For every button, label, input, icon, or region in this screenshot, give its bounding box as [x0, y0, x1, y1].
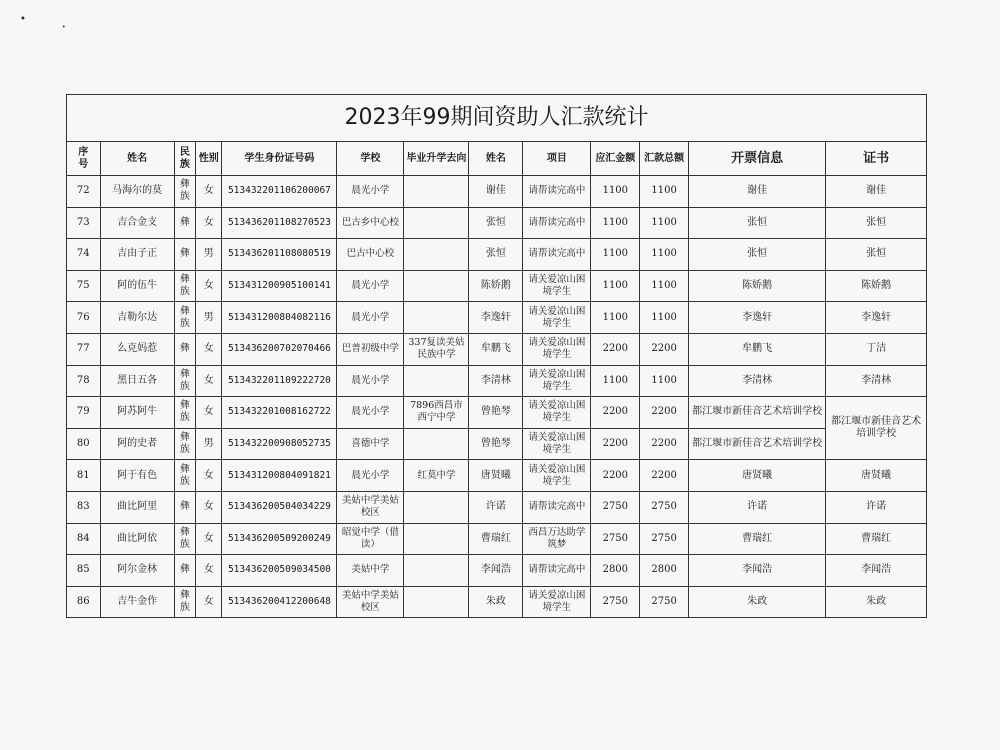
cell-school: 巴普初级中学 — [337, 333, 404, 365]
cell-gender: 男 — [196, 302, 222, 334]
cell-amount-total: 2200 — [640, 428, 689, 460]
table-row — [67, 555, 927, 587]
cell-certificate: 丁洁 — [826, 333, 927, 365]
cell-ethnicity: 彝族 — [174, 397, 195, 429]
cell-amount-due: 2200 — [591, 428, 640, 460]
cell-amount-total: 1100 — [640, 176, 689, 208]
col-header-amount-total: 汇款总额 — [640, 142, 689, 176]
cell-amount-due: 2800 — [591, 555, 640, 587]
cell-index: 80 — [67, 428, 101, 460]
table-row — [67, 270, 927, 302]
cell-amount-due: 1100 — [591, 270, 640, 302]
cell-amount-total: 2200 — [640, 397, 689, 429]
cell-invoice-info: 都江堰市新佳音艺术培训学校 — [688, 428, 825, 460]
cell-index: 74 — [67, 239, 101, 271]
cell-amount-total: 2200 — [640, 460, 689, 492]
table-row — [67, 397, 927, 429]
cell-donor-name: 张恒 — [469, 239, 523, 271]
cell-donor-name: 曹瑞红 — [469, 523, 523, 555]
col-header-index: 序号 — [67, 142, 101, 176]
cell-ethnicity: 彝 — [174, 333, 195, 365]
cell-amount-due: 2200 — [591, 460, 640, 492]
table-row — [67, 491, 927, 523]
cell-school: 晨光小学 — [337, 397, 404, 429]
cell-id-number: 513432201106200067 — [222, 176, 337, 208]
cell-project: 请关爱凉山困境学生 — [523, 586, 591, 618]
cell-invoice-info: 李清林 — [688, 365, 825, 397]
cell-name: 阿于有色 — [100, 460, 174, 492]
cell-destination: 7896西昌市西宁中学 — [404, 397, 469, 429]
cell-amount-total: 2750 — [640, 586, 689, 618]
cell-invoice-info: 谢佳 — [688, 176, 825, 208]
cell-donor-name: 李清林 — [469, 365, 523, 397]
cell-project: 请关爱凉山困境学生 — [523, 333, 591, 365]
cell-name: 么克妈惹 — [100, 333, 174, 365]
cell-project: 请关爱凉山困境学生 — [523, 397, 591, 429]
table-row — [67, 586, 927, 618]
cell-id-number: 513436200509200249 — [222, 523, 337, 555]
cell-invoice-info: 曹瑞红 — [688, 523, 825, 555]
cell-gender: 女 — [196, 523, 222, 555]
cell-destination — [404, 176, 469, 208]
cell-name: 阿的伍牛 — [100, 270, 174, 302]
cell-id-number: 513432201008162722 — [222, 397, 337, 429]
cell-index: 81 — [67, 460, 101, 492]
cell-ethnicity: 彝族 — [174, 365, 195, 397]
cell-index: 86 — [67, 586, 101, 618]
cell-invoice-info: 李逸轩 — [688, 302, 825, 334]
cell-gender: 女 — [196, 270, 222, 302]
cell-destination: 红莫中学 — [404, 460, 469, 492]
cell-ethnicity: 彝族 — [174, 270, 195, 302]
cell-ethnicity: 彝 — [174, 239, 195, 271]
cell-gender: 女 — [196, 176, 222, 208]
cell-destination — [404, 586, 469, 618]
cell-project: 请帮读完高中 — [523, 176, 591, 208]
cell-invoice-info: 陈娇鹅 — [688, 270, 825, 302]
cell-name: 曲比阿里 — [100, 491, 174, 523]
cell-amount-due: 1100 — [591, 239, 640, 271]
cell-amount-due: 2200 — [591, 397, 640, 429]
table-row — [67, 428, 927, 460]
cell-gender: 女 — [196, 555, 222, 587]
cell-id-number: 513436201108080519 — [222, 239, 337, 271]
cell-ethnicity: 彝族 — [174, 586, 195, 618]
scan-speck: • — [20, 14, 26, 25]
cell-name: 黑日五各 — [100, 365, 174, 397]
cell-donor-name: 李闻浩 — [469, 555, 523, 587]
cell-gender: 女 — [196, 491, 222, 523]
cell-certificate: 李清林 — [826, 365, 927, 397]
cell-school: 巴古乡中心校 — [337, 207, 404, 239]
cell-ethnicity: 彝族 — [174, 428, 195, 460]
cell-amount-due: 2750 — [591, 523, 640, 555]
cell-amount-due: 1100 — [591, 302, 640, 334]
cell-id-number: 513432200908052735 — [222, 428, 337, 460]
cell-invoice-info: 张恒 — [688, 207, 825, 239]
cell-project: 请帮读完高中 — [523, 491, 591, 523]
table-row — [67, 239, 927, 271]
cell-name: 吉由子正 — [100, 239, 174, 271]
cell-index: 76 — [67, 302, 101, 334]
cell-index: 77 — [67, 333, 101, 365]
cell-ethnicity: 彝 — [174, 207, 195, 239]
cell-index: 84 — [67, 523, 101, 555]
cell-gender: 女 — [196, 365, 222, 397]
cell-name: 阿苏阿牛 — [100, 397, 174, 429]
cell-donor-name: 许诺 — [469, 491, 523, 523]
cell-project: 请关爱凉山困境学生 — [523, 270, 591, 302]
col-header-school: 学校 — [337, 142, 404, 176]
cell-ethnicity: 彝族 — [174, 523, 195, 555]
cell-certificate: 许诺 — [826, 491, 927, 523]
cell-amount-due: 1100 — [591, 365, 640, 397]
cell-gender: 男 — [196, 428, 222, 460]
cell-name: 马海尔的莫 — [100, 176, 174, 208]
col-header-invoice-info: 开票信息 — [688, 142, 825, 176]
cell-certificate: 都江堰市新佳音艺术培训学校 — [826, 397, 927, 460]
cell-name: 吉合金支 — [100, 207, 174, 239]
cell-project: 请帮读完高中 — [523, 207, 591, 239]
cell-index: 85 — [67, 555, 101, 587]
cell-school: 喜德中学 — [337, 428, 404, 460]
cell-donor-name: 张恒 — [469, 207, 523, 239]
scan-speck: • — [62, 24, 66, 31]
col-header-amount-due: 应汇金额 — [591, 142, 640, 176]
cell-destination — [404, 207, 469, 239]
donation-table — [66, 94, 927, 618]
cell-donor-name: 曾艳琴 — [469, 397, 523, 429]
cell-invoice-info: 牟鹏飞 — [688, 333, 825, 365]
cell-project: 西昌万达助学筑梦 — [523, 523, 591, 555]
cell-invoice-info: 张恒 — [688, 239, 825, 271]
cell-amount-total: 2200 — [640, 333, 689, 365]
cell-id-number: 513431200905100141 — [222, 270, 337, 302]
cell-id-number: 513436201108270523 — [222, 207, 337, 239]
cell-index: 83 — [67, 491, 101, 523]
cell-name: 曲比阿依 — [100, 523, 174, 555]
cell-gender: 女 — [196, 397, 222, 429]
cell-index: 78 — [67, 365, 101, 397]
cell-donor-name: 陈娇鹅 — [469, 270, 523, 302]
cell-ethnicity: 彝族 — [174, 460, 195, 492]
cell-id-number: 513436200509034500 — [222, 555, 337, 587]
cell-donor-name: 谢佳 — [469, 176, 523, 208]
cell-certificate: 朱政 — [826, 586, 927, 618]
table-row — [67, 333, 927, 365]
cell-amount-total: 1100 — [640, 270, 689, 302]
cell-destination: 337复读美姑民族中学 — [404, 333, 469, 365]
cell-school: 晨光小学 — [337, 302, 404, 334]
cell-amount-due: 2200 — [591, 333, 640, 365]
cell-invoice-info: 李闻浩 — [688, 555, 825, 587]
cell-project: 请帮读完高中 — [523, 555, 591, 587]
col-header-project: 项目 — [523, 142, 591, 176]
cell-amount-due: 1100 — [591, 207, 640, 239]
cell-donor-name: 牟鹏飞 — [469, 333, 523, 365]
cell-id-number: 513436200504034229 — [222, 491, 337, 523]
cell-name: 吉牛金作 — [100, 586, 174, 618]
cell-amount-total: 1100 — [640, 365, 689, 397]
cell-school: 巴古中心校 — [337, 239, 404, 271]
cell-donor-name: 朱政 — [469, 586, 523, 618]
cell-certificate: 陈娇鹅 — [826, 270, 927, 302]
cell-id-number: 513436200702070466 — [222, 333, 337, 365]
col-header-name: 姓名 — [100, 142, 174, 176]
table-title: 2023年99期间资助人汇款统计 — [67, 95, 927, 142]
cell-destination — [404, 365, 469, 397]
cell-school: 昭觉中学（借读） — [337, 523, 404, 555]
col-header-ethnicity: 民族 — [174, 142, 195, 176]
cell-id-number: 513431200804091821 — [222, 460, 337, 492]
cell-certificate: 李闻浩 — [826, 555, 927, 587]
cell-project: 请关爱凉山困境学生 — [523, 302, 591, 334]
cell-name: 吉勒尔达 — [100, 302, 174, 334]
table-row — [67, 460, 927, 492]
cell-gender: 女 — [196, 207, 222, 239]
cell-amount-due: 2750 — [591, 491, 640, 523]
cell-school: 美姑中学 — [337, 555, 404, 587]
cell-school: 晨光小学 — [337, 460, 404, 492]
cell-donor-name: 曾艳琴 — [469, 428, 523, 460]
cell-destination — [404, 523, 469, 555]
cell-index: 75 — [67, 270, 101, 302]
cell-amount-total: 1100 — [640, 207, 689, 239]
cell-school: 美姑中学美姑校区 — [337, 491, 404, 523]
cell-destination — [404, 491, 469, 523]
table-row — [67, 302, 927, 334]
col-header-gender: 性别 — [196, 142, 222, 176]
cell-certificate: 李逸轩 — [826, 302, 927, 334]
col-header-id-number: 学生身份证号码 — [222, 142, 337, 176]
table-row — [67, 176, 927, 208]
cell-gender: 女 — [196, 333, 222, 365]
cell-school: 晨光小学 — [337, 176, 404, 208]
cell-amount-due: 1100 — [591, 176, 640, 208]
cell-destination — [404, 302, 469, 334]
cell-amount-total: 2750 — [640, 491, 689, 523]
cell-destination — [404, 555, 469, 587]
cell-index: 73 — [67, 207, 101, 239]
cell-gender: 女 — [196, 586, 222, 618]
table-row — [67, 207, 927, 239]
cell-name: 阿尔金林 — [100, 555, 174, 587]
cell-amount-total: 1100 — [640, 239, 689, 271]
cell-invoice-info: 都江堰市新佳音艺术培训学校 — [688, 397, 825, 429]
cell-certificate: 唐贤曦 — [826, 460, 927, 492]
cell-project: 请帮读完高中 — [523, 239, 591, 271]
col-header-destination: 毕业升学去向 — [404, 142, 469, 176]
cell-amount-due: 2750 — [591, 586, 640, 618]
col-header-certificate: 证书 — [826, 142, 927, 176]
cell-project: 请关爱凉山困境学生 — [523, 460, 591, 492]
cell-invoice-info: 朱政 — [688, 586, 825, 618]
cell-certificate: 曹瑞红 — [826, 523, 927, 555]
cell-school: 晨光小学 — [337, 365, 404, 397]
cell-id-number: 513431200804082116 — [222, 302, 337, 334]
cell-gender: 女 — [196, 460, 222, 492]
cell-name: 阿的史者 — [100, 428, 174, 460]
table-row — [67, 523, 927, 555]
cell-certificate: 张恒 — [826, 207, 927, 239]
cell-school: 晨光小学 — [337, 270, 404, 302]
cell-project: 请关爱凉山困境学生 — [523, 428, 591, 460]
cell-destination — [404, 270, 469, 302]
cell-certificate: 张恒 — [826, 239, 927, 271]
cell-gender: 男 — [196, 239, 222, 271]
cell-index: 72 — [67, 176, 101, 208]
cell-ethnicity: 彝族 — [174, 176, 195, 208]
cell-ethnicity: 彝族 — [174, 302, 195, 334]
col-header-donor-name: 姓名 — [469, 142, 523, 176]
cell-school: 美姑中学美姑校区 — [337, 586, 404, 618]
cell-amount-total: 2800 — [640, 555, 689, 587]
cell-invoice-info: 唐贤曦 — [688, 460, 825, 492]
cell-donor-name: 唐贤曦 — [469, 460, 523, 492]
cell-destination — [404, 428, 469, 460]
cell-ethnicity: 彝 — [174, 555, 195, 587]
cell-amount-total: 2750 — [640, 523, 689, 555]
cell-destination — [404, 239, 469, 271]
table-row — [67, 365, 927, 397]
cell-invoice-info: 许诺 — [688, 491, 825, 523]
cell-id-number: 513436200412200648 — [222, 586, 337, 618]
cell-id-number: 513432201109222720 — [222, 365, 337, 397]
cell-amount-total: 1100 — [640, 302, 689, 334]
cell-index: 79 — [67, 397, 101, 429]
cell-certificate: 谢佳 — [826, 176, 927, 208]
cell-ethnicity: 彝 — [174, 491, 195, 523]
cell-project: 请关爱凉山困境学生 — [523, 365, 591, 397]
cell-donor-name: 李逸轩 — [469, 302, 523, 334]
